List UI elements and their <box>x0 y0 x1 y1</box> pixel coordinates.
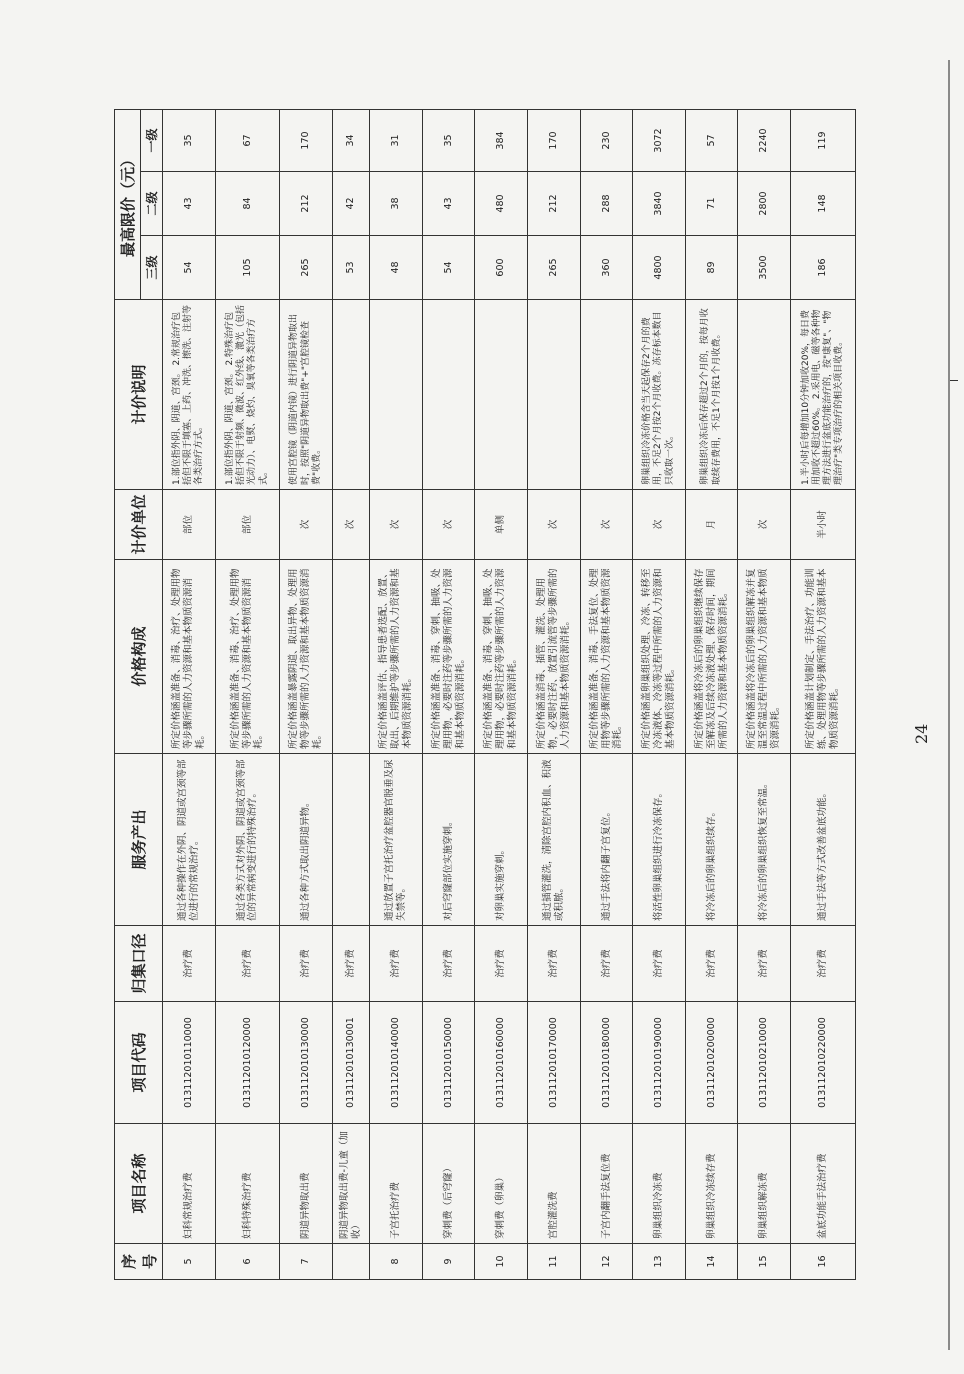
price-level3-cell: 186 <box>791 236 856 300</box>
seq-cell: 14 <box>685 1244 738 1280</box>
service-cell: 对卵巢实施穿刺。 <box>475 754 528 926</box>
code-cell: 013112010190000 <box>633 1002 686 1124</box>
service-cell: 将活性卵巢组织进行冷冻保存。 <box>633 754 686 926</box>
name-cell: 卵巢组织解冻费 <box>738 1124 791 1244</box>
name-cell: 妇科特殊治疗费 <box>215 1124 280 1244</box>
code-cell: 013112010110000 <box>163 1002 216 1124</box>
price-level2-cell: 480 <box>475 172 528 236</box>
table-row <box>215 109 280 1279</box>
category-cell: 治疗费 <box>280 926 333 1002</box>
name-cell: 子宫托治疗费 <box>370 1124 423 1244</box>
price-level3-cell: 54 <box>163 236 216 300</box>
header-row-1 <box>115 109 141 1279</box>
price-level1-cell: 67 <box>215 109 280 171</box>
price-level3-cell: 48 <box>370 236 423 300</box>
price-level3-cell: 360 <box>580 236 633 300</box>
unit-cell: 单侧 <box>475 490 528 560</box>
service-cell: 对后穹窿部位实施穿刺。 <box>422 754 475 926</box>
table-row <box>738 109 791 1279</box>
table-row <box>163 109 216 1279</box>
code-cell: 013112010210000 <box>738 1002 791 1124</box>
rotated-table-container <box>114 110 856 1280</box>
seq-cell: 9 <box>422 1244 475 1280</box>
table-row <box>528 109 581 1279</box>
price-level2-cell: 2800 <box>738 172 791 236</box>
unit-cell: 次 <box>580 490 633 560</box>
price-table <box>114 109 856 1280</box>
seq-cell: 10 <box>475 1244 528 1280</box>
composition-cell: 所定价格涵盖准备、消毒、治疗、处理用物等步骤所需的人力资源和基本物质资源消耗。 <box>215 560 280 754</box>
price-level1-cell: 57 <box>685 109 738 171</box>
composition-cell: 所定价格涵盖计划制定、手法治疗、功能训练、处理用物等步骤所需的人力资源和基本物质资源消耗。 <box>791 560 856 754</box>
service-cell: 通过各种操作在外阴、阴道或宫颈等部位进行的常规治疗。 <box>163 754 216 926</box>
name-cell: 穿刺费（后穹窿） <box>422 1124 475 1244</box>
unit-cell: 部位 <box>163 490 216 560</box>
table-row <box>370 109 423 1279</box>
category-cell: 治疗费 <box>738 926 791 1002</box>
price-level1-cell: 2240 <box>738 109 791 171</box>
header-level2: 二级 <box>141 172 163 236</box>
header-note: 计价说明 <box>115 300 163 490</box>
composition-cell: 所定价格涵盖将冷冻后的卵巢组织继续保存至解冻及后续冷冻液处理、保存时间，期间所需的人力资源和基本物质资源消耗。 <box>685 560 738 754</box>
note-cell: 1.部位指外阴、阴道、宫颈。 2.常规治疗包括但不限于填塞、上药、冲洗、擦洗、注射等各类治疗方式。 <box>163 300 216 490</box>
header-service: 服务产出 <box>115 754 163 926</box>
price-level1-cell: 31 <box>370 109 423 171</box>
note-cell <box>475 300 528 490</box>
price-level1-cell: 119 <box>791 109 856 171</box>
price-level2-cell: 3840 <box>633 172 686 236</box>
table-row <box>791 109 856 1279</box>
seq-cell: 13 <box>633 1244 686 1280</box>
header-max-price: 最高限价（元） <box>115 109 141 299</box>
seq-cell: 7 <box>280 1244 333 1280</box>
price-level1-cell: 35 <box>422 109 475 171</box>
service-cell: 通过各类方式对外阴、阴道或宫颈等部位的异常病变进行的特殊治疗。 <box>215 754 280 926</box>
unit-cell: 半小时 <box>791 490 856 560</box>
header-composition: 价格构成 <box>115 560 163 754</box>
price-level3-cell: 54 <box>422 236 475 300</box>
service-cell: 通过放置子宫托治疗盆腔器官脱垂及尿失禁等。 <box>370 754 423 926</box>
category-cell: 治疗费 <box>580 926 633 1002</box>
header-level1: 一级 <box>141 109 163 171</box>
seq-cell: 12 <box>580 1244 633 1280</box>
note-cell: 卵巢组织冷冻后保存超过2个月的，按每月收取续存费用，不足1个月按1个月收费。 <box>685 300 738 490</box>
header-category: 归集口径 <box>115 926 163 1002</box>
header-seq: 序号 <box>115 1244 163 1280</box>
price-level1-cell: 35 <box>163 109 216 171</box>
unit-cell: 次 <box>528 490 581 560</box>
unit-cell: 次 <box>332 490 369 560</box>
price-level2-cell: 212 <box>280 172 333 236</box>
header-name: 项目名称 <box>115 1124 163 1244</box>
note-cell <box>370 300 423 490</box>
note-cell: 1.部位指外阴、阴道、宫颈。 2.特殊治疗包括但不限于射频、微波、红外线、激光（包括光动力）、电熨、烧灼、臭氧等各类治疗方式。 <box>215 300 280 490</box>
header-code: 项目代码 <box>115 1002 163 1124</box>
composition-cell: 所定价格涵盖准备、消毒、手法复位、处理用物等步骤所需的人力资源和基本物质资源消耗。 <box>580 560 633 754</box>
code-cell: 013112010170000 <box>528 1002 581 1124</box>
table-row <box>580 109 633 1279</box>
code-cell: 013112010120000 <box>215 1002 280 1124</box>
price-level1-cell: 34 <box>332 109 369 171</box>
price-level3-cell: 265 <box>280 236 333 300</box>
composition-cell: 所定价格涵盖暴露阴道、取出异物、处理用物等步骤所需的人力资源和基本物质资源消耗。 <box>280 560 333 754</box>
note-cell <box>580 300 633 490</box>
category-cell: 治疗费 <box>370 926 423 1002</box>
composition-cell: 所定价格涵盖准备、消毒、治疗、处理用物等步骤所需的人力资源和基本物质资源消耗。 <box>163 560 216 754</box>
note-cell: 卵巢组织冷冻价格含当天起保存2个月的费用，不足2个月按2个月收费。冻存标本数目只收取一次。 <box>633 300 686 490</box>
code-cell: 013112010160000 <box>475 1002 528 1124</box>
table-row <box>633 109 686 1279</box>
scan-edge-line <box>948 60 950 1350</box>
table-row <box>332 109 369 1279</box>
note-cell <box>422 300 475 490</box>
category-cell: 治疗费 <box>791 926 856 1002</box>
service-cell: 通过手法将内翻子宫复位。 <box>580 754 633 926</box>
price-level3-cell: 600 <box>475 236 528 300</box>
unit-cell: 部位 <box>215 490 280 560</box>
unit-cell: 次 <box>370 490 423 560</box>
seq-cell <box>332 1244 369 1280</box>
price-level3-cell: 3500 <box>738 236 791 300</box>
table-row <box>422 109 475 1279</box>
table-row <box>280 109 333 1279</box>
service-cell: 将冷冻后的卵巢组织恢复至常温。 <box>738 754 791 926</box>
name-cell: 子宫内翻手法复位费 <box>580 1124 633 1244</box>
service-cell: 通过手法等方式改善盆底功能。 <box>791 754 856 926</box>
price-level2-cell: 288 <box>580 172 633 236</box>
note-cell <box>528 300 581 490</box>
price-level2-cell: 71 <box>685 172 738 236</box>
price-level2-cell: 43 <box>422 172 475 236</box>
category-cell: 治疗费 <box>215 926 280 1002</box>
table-row <box>685 109 738 1279</box>
category-cell: 治疗费 <box>685 926 738 1002</box>
unit-cell: 月 <box>685 490 738 560</box>
price-level3-cell: 105 <box>215 236 280 300</box>
seq-cell: 5 <box>163 1244 216 1280</box>
unit-cell: 次 <box>633 490 686 560</box>
page-number: 24 <box>912 723 931 744</box>
name-cell: 穿刺费（卵巢） <box>475 1124 528 1244</box>
name-cell: 阴道异物取出费-儿童（加收） <box>332 1124 369 1244</box>
table-row <box>475 109 528 1279</box>
category-cell: 治疗费 <box>332 926 369 1002</box>
price-level1-cell: 384 <box>475 109 528 171</box>
price-level1-cell: 170 <box>280 109 333 171</box>
service-cell <box>332 754 369 926</box>
code-cell: 013112010200000 <box>685 1002 738 1124</box>
category-cell: 治疗费 <box>475 926 528 1002</box>
price-level3-cell: 265 <box>528 236 581 300</box>
composition-cell: 所定价格涵盖准备、消毒、穿刺、抽吸、处理用物，必要时注药等步骤所需的人力资源和基本物质资源消耗。 <box>475 560 528 754</box>
note-cell: 1.半小时后每增加10分钟加收20%，每日费用加收不超过60%。 2.采用电、磁等各种物理方法进行盆底功能治疗的，按"康复"、"物理治疗"类专项治疗的相关项目收费。 <box>791 300 856 490</box>
price-level3-cell: 53 <box>332 236 369 300</box>
seq-cell: 15 <box>738 1244 791 1280</box>
composition-cell <box>332 560 369 754</box>
code-cell: 013112010220000 <box>791 1002 856 1124</box>
seq-cell: 16 <box>791 1244 856 1280</box>
name-cell: 卵巢组织冷冻续存费 <box>685 1124 738 1244</box>
name-cell: 盆底功能手法治疗费 <box>791 1124 856 1244</box>
code-cell: 013112010130000 <box>280 1002 333 1124</box>
code-cell: 013112010140000 <box>370 1002 423 1124</box>
seq-cell: 8 <box>370 1244 423 1280</box>
service-cell: 通过各种方式取出阴道异物。 <box>280 754 333 926</box>
price-level1-cell: 230 <box>580 109 633 171</box>
price-level2-cell: 43 <box>163 172 216 236</box>
price-level1-cell: 170 <box>528 109 581 171</box>
code-cell: 013112010180000 <box>580 1002 633 1124</box>
name-cell: 宫腔灌洗费 <box>528 1124 581 1244</box>
price-level3-cell: 89 <box>685 236 738 300</box>
code-cell: 013112010150000 <box>422 1002 475 1124</box>
unit-cell: 次 <box>280 490 333 560</box>
note-cell: 使用宫腔镜（阴道内镜）进行阴道异物取出时，按照"阴道异物取出费"+"宫腔镜检查费"收费。 <box>280 300 333 490</box>
category-cell: 治疗费 <box>528 926 581 1002</box>
category-cell: 治疗费 <box>163 926 216 1002</box>
composition-cell: 所定价格涵盖消毒、插管、灌洗、处理用物，必要时注药、放置引流管等步骤所需的人力资源和基本物质资源消耗。 <box>528 560 581 754</box>
seq-cell: 11 <box>528 1244 581 1280</box>
seq-cell: 6 <box>215 1244 280 1280</box>
note-cell <box>738 300 791 490</box>
scan-edge-tick <box>950 380 958 381</box>
name-cell: 妇科常规治疗费 <box>163 1124 216 1244</box>
note-cell <box>332 300 369 490</box>
category-cell: 治疗费 <box>633 926 686 1002</box>
service-cell: 通过插管灌洗，清除宫腔内积血、积液或积脓。 <box>528 754 581 926</box>
name-cell: 阴道异物取出费 <box>280 1124 333 1244</box>
service-cell: 将冷冻后的卵巢组织续存。 <box>685 754 738 926</box>
price-level2-cell: 84 <box>215 172 280 236</box>
price-level3-cell: 4800 <box>633 236 686 300</box>
header-unit: 计价单位 <box>115 490 163 560</box>
price-level2-cell: 38 <box>370 172 423 236</box>
composition-cell: 所定价格涵盖卵巢组织处理、冷冻、转移至冷冻液体、冷冻等过程中所需的人力资源和基本物质资源消耗。 <box>633 560 686 754</box>
composition-cell: 所定价格涵盖准备、消毒、穿刺、抽吸、处理用物，必要时注药等步骤所需的人力资源和基本物质资源消耗。 <box>422 560 475 754</box>
category-cell: 治疗费 <box>422 926 475 1002</box>
price-level2-cell: 212 <box>528 172 581 236</box>
price-level2-cell: 148 <box>791 172 856 236</box>
name-cell: 卵巢组织冷冻费 <box>633 1124 686 1244</box>
code-cell: 013112010130001 <box>332 1002 369 1124</box>
unit-cell: 次 <box>738 490 791 560</box>
header-level3: 三级 <box>141 236 163 300</box>
price-level1-cell: 3072 <box>633 109 686 171</box>
composition-cell: 所定价格涵盖评估、指导患者选配、放置、取出、后期维护等步骤所需的人力资源和基本物质资源消耗。 <box>370 560 423 754</box>
price-level2-cell: 42 <box>332 172 369 236</box>
unit-cell: 次 <box>422 490 475 560</box>
table-body <box>163 109 856 1279</box>
composition-cell: 所定价格涵盖将冷冻后的卵巢组织解冻并复温至常温过程中所需的人力资源和基本物质资源消耗。 <box>738 560 791 754</box>
